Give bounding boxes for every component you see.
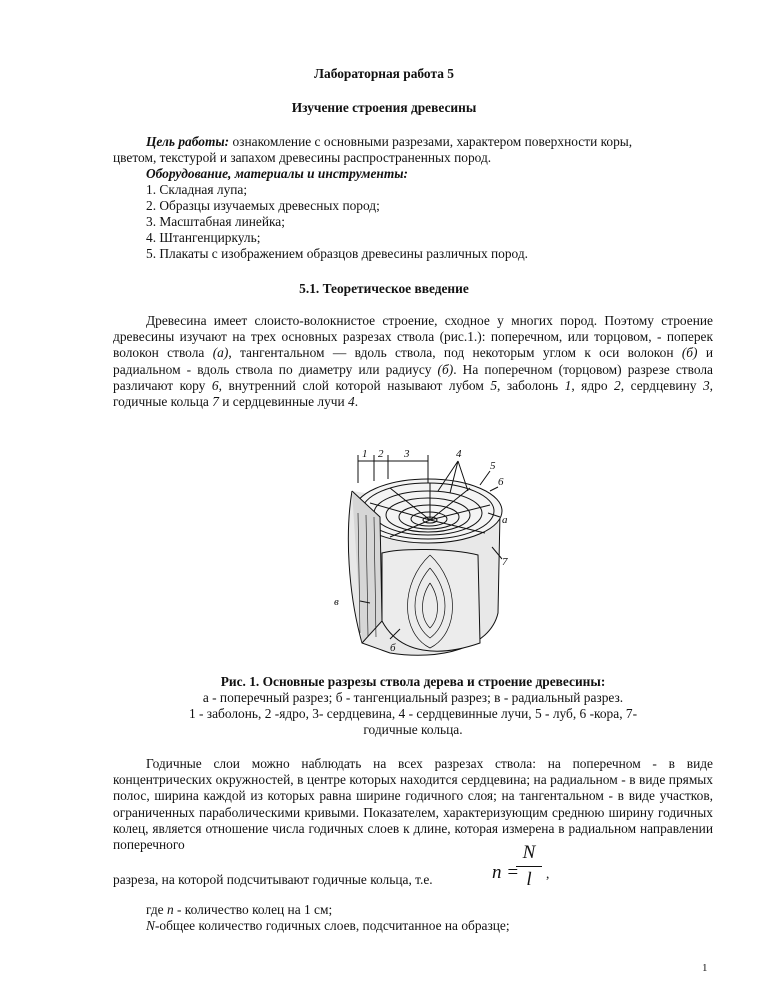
- formula-lead: разреза, на которой подсчитывают годичные кольца, т.е.: [113, 872, 433, 887]
- figure-caption-line: 1 - заболонь, 2 -ядро, 3- сердцевина, 4 - сердцевинные лучи, 5 - луб, 6 -кора, 7-: [188, 706, 638, 721]
- fig-label: 2: [378, 448, 384, 460]
- formula-numerator: N: [522, 842, 536, 863]
- fig-label: 4: [456, 448, 462, 460]
- fraction-bar: [516, 866, 542, 867]
- equipment-item: 5. Плакаты с изображением образцов древесины различных пород.: [146, 246, 529, 261]
- fig-label: 3: [404, 448, 410, 460]
- fig-label: 1: [362, 448, 368, 460]
- formula-tail: ,: [546, 866, 550, 881]
- section-heading: 5.1. Теоретическое введение: [299, 281, 469, 296]
- goal-line-1: [146, 134, 632, 150]
- equipment-item: 2. Образцы изучаемых древесных пород;: [146, 198, 380, 213]
- goal-text-2: цветом, текстурой и запахом древесины распространенных пород.: [113, 150, 492, 165]
- fig-label: 7: [502, 556, 508, 568]
- goal-text-1: ознакомление с основными разрезами, характером поверхности коры,: [229, 134, 633, 149]
- equipment-item: 1. Складная лупа;: [146, 182, 248, 197]
- equipment-item: 4. Штангенциркуль;: [146, 230, 261, 245]
- page-number: 1: [702, 962, 708, 974]
- topic-title: Изучение строения древесины: [291, 100, 477, 115]
- formula-denominator: l: [526, 869, 532, 890]
- fig-label: 5: [490, 460, 496, 472]
- fig-label: 6: [498, 476, 504, 488]
- fig-label: б: [390, 642, 396, 654]
- definition-N: N-общее количество годичных слоев, подсчитанное на образце;: [146, 918, 510, 933]
- fig-label: в: [334, 596, 339, 608]
- intro-paragraph: Древесина имеет слоисто-волокнистое строение, сходное у многих пород. Поэтому строение древесины изучают на трех основных разрезах ствола (рис.1.): поперечном, или торцовом, - поперек волокон ствола (а), тангентальном — вдоль ствола, под некоторым углом к оси волокон (б) и радиальном - вдоль ствола по диаметру или радиусу (б). На поперечном (торцовом) разрезе ствола различают кору 6, внутренний слой которой называют лубом 5, заболонь 1, ядро 2, сердцевину 3, годичные кольца 7 и сердцевинные лучи 4.: [113, 313, 713, 410]
- fig-label: а: [502, 514, 508, 526]
- tree-trunk-illustration: [330, 443, 520, 663]
- definition-n: где n - количество колец на 1 см;: [146, 902, 333, 917]
- def-prefix: где: [146, 902, 167, 917]
- figure-caption-line: а - поперечный разрез; б - тангенциальный разрез; в - радиальный разрез.: [202, 690, 624, 705]
- rings-paragraph: Годичные слои можно наблюдать на всех разрезах ствола: на поперечном - в виде концентрических окружностей, в центре которых находится сердцевина; на радиальном - в виде прямых полос, ширина каждой из которых равна ширине годичного слоя; на тангентальном - в виде участков, ограниченных параболическими кривыми. Показателем, характеризующим среднюю ширину годичных колец, является отношение числа годичных слоев к длине, которая измерена в радиальном направлении поперечного: [113, 756, 713, 853]
- formula-fraction: [516, 842, 542, 891]
- figure-caption-title: Рис. 1. Основные разрезы ствола дерева и строение древесины:: [220, 674, 606, 689]
- formula-lhs: n =: [492, 862, 520, 883]
- lab-title: Лабораторная работа 5: [314, 66, 454, 81]
- equipment-label: Оборудование, материалы и инструменты:: [146, 166, 409, 181]
- figure-caption-line: годичные кольца.: [363, 722, 463, 737]
- equipment-item: 3. Масштабная линейка;: [146, 214, 285, 229]
- goal-label: Цель работы:: [146, 134, 230, 149]
- trunk-cross-section-drawing: [330, 443, 520, 663]
